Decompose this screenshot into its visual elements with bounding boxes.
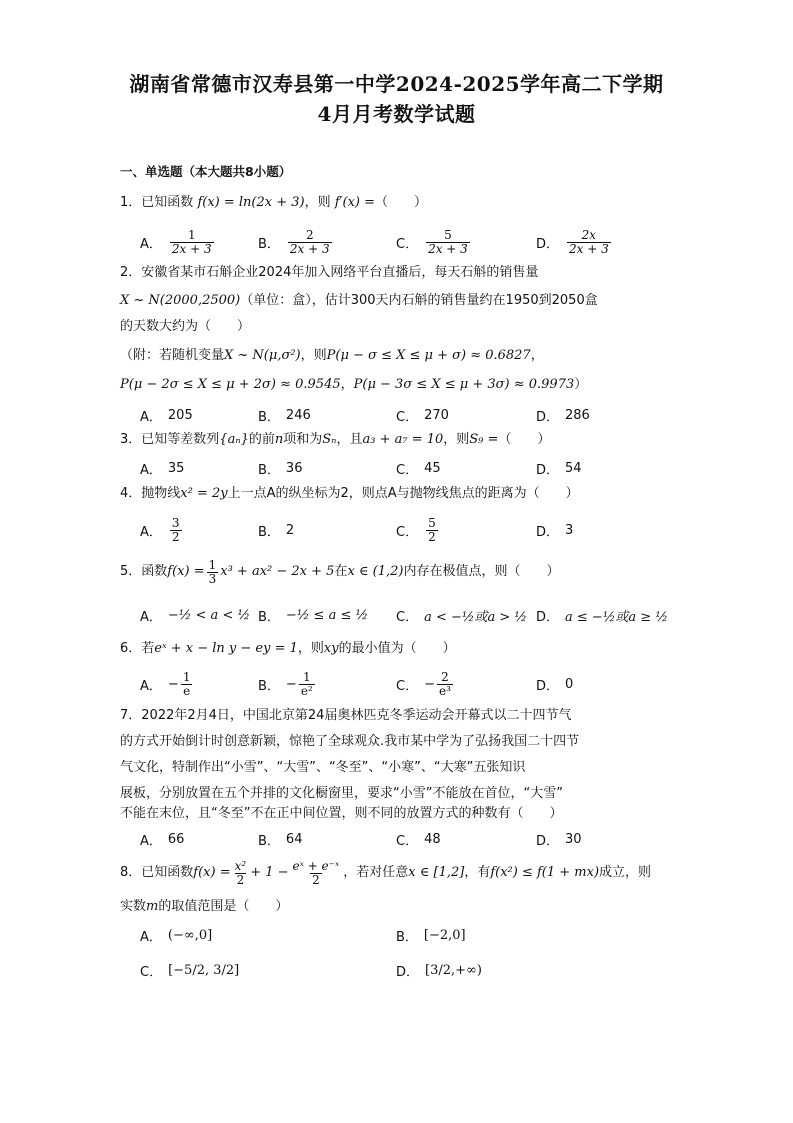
option-a[interactable]: A． −½ < a < ½ bbox=[140, 607, 251, 625]
option-b[interactable]: B． $\frac{2}{2x + 3}$ bbox=[258, 227, 330, 256]
option-a[interactable]: A． − $\frac{1}{e}$ bbox=[140, 669, 191, 698]
question-2-line1: 2．安徽省某市石斛企业2024年加入网络平台直播后，每天石斛的销售量 bbox=[120, 265, 539, 280]
question-6-stem: 6．若eˣ + x − ln y − ey = 1，则xy的最小值为（ ） bbox=[120, 641, 456, 656]
question-7-line3: 气文化，特制作出“小雪”、“大雪”、“冬至”、“小寒”、“大寒”五张知识 bbox=[120, 760, 526, 775]
option-d[interactable]: D． 54 bbox=[536, 460, 582, 478]
option-d[interactable]: D． 3 bbox=[536, 522, 574, 540]
option-d[interactable]: D． 286 bbox=[536, 407, 590, 425]
question-4-stem: 4．抛物线x² = 2y上一点A的纵坐标为2，则点A与抛物线焦点的距离为（ ） bbox=[120, 486, 579, 501]
option-b[interactable]: B． − $\frac{1}{\text{e²}}$ bbox=[258, 669, 313, 698]
option-c[interactable]: C． $\frac{5}{2x + 3}$ bbox=[396, 227, 468, 256]
option-c[interactable]: C． − $\frac{2}{\text{e³}}$ bbox=[396, 669, 451, 698]
question-8-options-row1 bbox=[140, 920, 680, 950]
section-heading: 一、单选题（本大题共8小题） bbox=[120, 164, 292, 179]
question-5-stem: 5． 函数 f(x) = $\frac{1}{3}$ x³ + ax² − 2x + 5 在 x ∈ (1,2) 内存在极值点，则（ ） bbox=[120, 557, 560, 586]
question-7-line5: 不能在末位，且“冬至”不在正中间位置，则不同的放置方式的种数有（ ） bbox=[120, 806, 563, 821]
option-b[interactable]: B． 2 bbox=[258, 522, 295, 540]
option-a[interactable]: A． $\frac{3}{2}$ bbox=[140, 515, 180, 544]
question-8-stem-line2: 实数m的取值范围是（ ） bbox=[120, 899, 289, 914]
question-3-stem: 3．已知等差数列{aₙ}的前n项和为Sₙ，且a₃ + a₇ = 10，则S₉ =（ ） bbox=[120, 432, 551, 447]
question-4-options bbox=[140, 515, 700, 545]
question-2-note-line2: P(μ − 2σ ≤ X ≤ μ + 2σ) ≈ 0.9545，P(μ − 3σ ≤ X ≤ μ + 3σ) ≈ 0.9973） bbox=[120, 377, 588, 392]
option-c[interactable]: C． 48 bbox=[396, 831, 441, 849]
question-2-note-line1: （附：若随机变量X ~ N(μ,σ²)，则P(μ − σ ≤ X ≤ μ + σ) ≈ 0.6827， bbox=[120, 348, 544, 363]
option-d[interactable]: D． $\frac{2x}{2x + 3}$ bbox=[536, 227, 609, 256]
question-7-line4: 展板，分别放置在五个并排的文化橱窗里，要求“小雪”不能放在首位，“大雪” bbox=[120, 786, 563, 801]
option-d[interactable]: D． 0 bbox=[536, 676, 574, 694]
exam-title-line2: 4月月考数学试题 bbox=[317, 102, 476, 126]
option-d[interactable]: D． a ≤ −½或a ≥ ½ bbox=[536, 609, 668, 625]
option-a[interactable]: A． (−∞,0] bbox=[140, 927, 213, 945]
option-c[interactable]: C． 270 bbox=[396, 407, 449, 425]
option-c[interactable]: C． 45 bbox=[396, 460, 441, 478]
question-8-options-row2 bbox=[140, 955, 680, 985]
question-8-stem: 8． 已知函数 f(x) = $\frac{\text{x²}}{2}$ + 1 − $\frac{\text{eˣ + e⁻ˣ}}{2}$ ，若对任意 x ∈ [1,2] ，有 f(x²) ≤ f(1 + mx) 成立，则 bbox=[120, 858, 652, 887]
option-b[interactable]: B． 64 bbox=[258, 831, 303, 849]
option-c[interactable]: C． [−5/2, 3/2] bbox=[140, 962, 240, 980]
option-c[interactable]: C． a < −½或a > ½ bbox=[396, 609, 527, 625]
question-2-line3: 的天数大约为（ ） bbox=[120, 319, 251, 334]
option-a[interactable]: A． $\frac{1}{2x + 3}$ bbox=[140, 227, 212, 256]
option-b[interactable]: B． 36 bbox=[258, 460, 303, 478]
question-1-options bbox=[140, 227, 700, 257]
question-2-line2: X ~ N(2000,2500)（单位：盒），估计300天内石斛的销售量约在1950到2050盒 bbox=[120, 293, 598, 308]
option-b[interactable]: B． [−2,0] bbox=[396, 927, 466, 945]
question-7-options bbox=[140, 824, 700, 854]
option-c[interactable]: C． $\frac{5}{2}$ bbox=[396, 515, 436, 544]
option-d[interactable]: D． [3/2,+∞) bbox=[396, 962, 482, 980]
question-7-line1: 7．2022年2月4日，中国北京第24届奥林匹克冬季运动会开幕式以二十四节气 bbox=[120, 708, 572, 723]
question-7-line2: 的方式开始倒计时创意新颖，惊艳了全球观众.我市某中学为了弘扬我国二十四节 bbox=[120, 734, 580, 749]
option-b[interactable]: B． −½ ≤ a ≤ ½ bbox=[258, 607, 369, 625]
option-b[interactable]: B． 246 bbox=[258, 407, 311, 425]
option-a[interactable]: A． 35 bbox=[140, 460, 185, 478]
option-d[interactable]: D． 30 bbox=[536, 831, 582, 849]
question-1-stem: 1．已知函数 f(x) = ln(2x + 3)，则 f′(x) =（ ） bbox=[120, 195, 428, 210]
option-a[interactable]: A． 205 bbox=[140, 407, 193, 425]
question-6-options bbox=[140, 669, 700, 699]
question-3-options bbox=[140, 453, 700, 483]
option-a[interactable]: A． 66 bbox=[140, 831, 185, 849]
question-2-options bbox=[140, 400, 700, 430]
question-5-options bbox=[140, 600, 700, 630]
exam-title-line1: 湖南省常德市汉寿县第一中学2024-2025学年高二下学期 bbox=[129, 72, 664, 96]
